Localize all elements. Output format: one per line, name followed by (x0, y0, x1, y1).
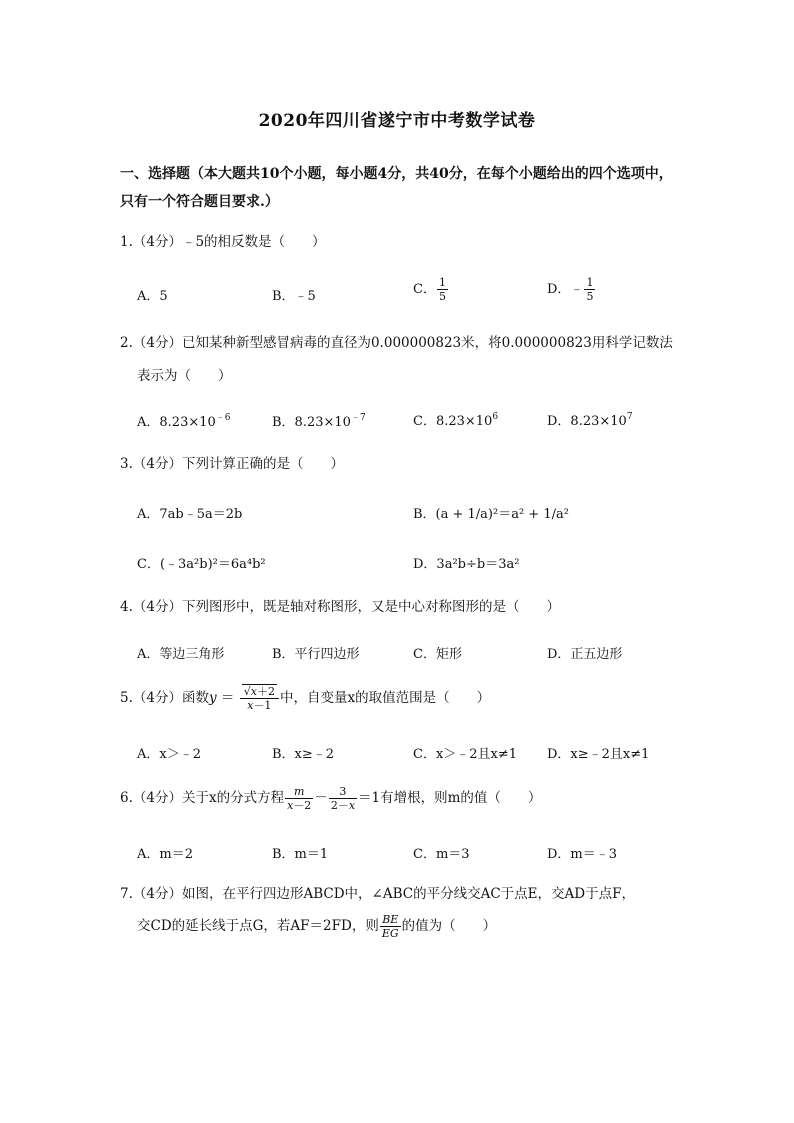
fraction-numerator: √x＋2 (240, 685, 279, 699)
stem-text: 的值为（ ） (401, 918, 497, 934)
question-3-option-b[interactable]: B．(a + 1/a)²＝a² + 1/a² (413, 507, 569, 522)
stem-text: 5.（4分）函数 (120, 690, 209, 706)
question-6-option-b[interactable]: B．m＝1 (272, 847, 329, 862)
option-label: A．8.23×10 (137, 415, 216, 430)
question-1-option-b[interactable]: B．﹣5 (272, 289, 316, 304)
section-heading-line-1: 一、选择题（本大题共10个小题，每小题4分，共40分，在每个小题给出的四个选项中， (120, 166, 673, 182)
question-5-option-b[interactable]: B．x≥﹣2 (272, 747, 335, 762)
question-4-option-c[interactable]: C．矩形 (413, 647, 462, 662)
question-6-option-a[interactable]: A．m＝2 (137, 847, 193, 862)
question-1-stem: 1.（4分）﹣5的相反数是（ ） (120, 234, 326, 250)
question-2-stem-line-2: 表示为（ ） (137, 368, 232, 384)
question-3-option-a[interactable]: A．7ab﹣5a＝2b (137, 507, 243, 522)
fraction-numerator: 1 (586, 276, 594, 289)
option-label: D．8.23×10 (547, 414, 627, 429)
stem-text: 中，自变量x的取值范围是（ ） (279, 690, 491, 706)
fraction (437, 276, 448, 303)
question-2-option-a[interactable] (137, 410, 231, 430)
question-1-option-a[interactable]: A．5 (137, 289, 168, 304)
stem-text: 交CD的延长线于点G，若AF＝2FD，则 (137, 918, 379, 934)
fraction: $\frac{m}{x-2}$ (287, 785, 312, 812)
ratio-fraction: $\frac{BE}{EG}$ (381, 913, 399, 940)
question-1-option-d[interactable] (547, 276, 596, 303)
question-4-option-b[interactable]: B．平行四边形 (272, 647, 360, 662)
question-5-option-c[interactable]: C．x＞﹣2且x≠1 (413, 747, 518, 762)
exponent: ﹣7 (350, 413, 366, 423)
fraction-denominator: x－1 (247, 699, 272, 712)
fraction-numerator: 1 (438, 276, 446, 289)
fraction-denominator: 5 (586, 290, 594, 303)
question-6-stem: 6.（4分）关于x的分式方程 $\frac{m}{x-2}$ － $\frac{3}{2-x}$ ＝1有增根，则m的值（ ） (120, 785, 542, 812)
option-label: C． (413, 282, 436, 297)
stem-text: 6.（4分）关于x的分式方程 (120, 790, 285, 806)
option-label: D．﹣ (547, 282, 584, 297)
question-6-option-d[interactable]: D．m＝﹣3 (547, 847, 618, 862)
question-6-option-c[interactable]: C．m＝3 (413, 847, 470, 862)
question-4-stem: 4.（4分）下列图形中，既是轴对称图形，又是中心对称图形的是（ ） (120, 599, 560, 615)
question-5-stem: 5.（4分）函数y ＝ $\frac{√x+2}{x-1}$ 中，自变量x的取值范围是（ ） (120, 685, 491, 712)
function-fraction (240, 685, 279, 712)
question-7-stem-line-2 (137, 913, 496, 940)
option-label: B．8.23×10 (272, 415, 351, 430)
fraction (584, 276, 595, 303)
exponent: 6 (492, 412, 499, 422)
stem-text: ＝1有增根，则m的值（ ） (358, 790, 542, 806)
question-2-stem-line-1: 2.（4分）已知某种新型感冒病毒的直径为0.000000823米，将0.000000823用科学记数法 (120, 335, 673, 351)
option-label: C．8.23×10 (413, 414, 493, 429)
question-1-option-c[interactable] (413, 276, 449, 303)
question-3-stem: 3.（4分）下列计算正确的是（ ） (120, 456, 344, 472)
question-7-stem-line-1: 7.（4分）如图，在平行四边形ABCD中，∠ABC的平分线交AC于点E，交AD于点F， (120, 886, 635, 902)
question-3-option-c[interactable]: C．(﹣3a²b)²＝6a⁴b² (137, 557, 266, 572)
page-title: 2020年四川省遂宁市中考数学试卷 (258, 111, 536, 131)
question-4-option-a[interactable]: A．等边三角形 (137, 647, 225, 662)
question-5-option-d[interactable]: D．x≥﹣2且x≠1 (547, 747, 650, 762)
question-2-option-d[interactable] (547, 410, 633, 429)
exponent: 7 (626, 412, 633, 422)
question-4-option-d[interactable]: D．正五边形 (547, 647, 623, 662)
question-2-option-b[interactable] (272, 410, 366, 430)
question-5-option-a[interactable]: A．x＞﹣2 (137, 747, 201, 762)
fraction: $\frac{3}{2-x}$ (330, 785, 356, 812)
exponent: ﹣6 (215, 413, 231, 423)
question-2-option-c[interactable] (413, 410, 498, 429)
question-3-option-d[interactable]: D．3a²b÷b＝3a² (413, 557, 520, 572)
section-heading-line-2: 只有一个符合题目要求.） (120, 194, 279, 210)
fraction-denominator: 5 (438, 290, 446, 303)
